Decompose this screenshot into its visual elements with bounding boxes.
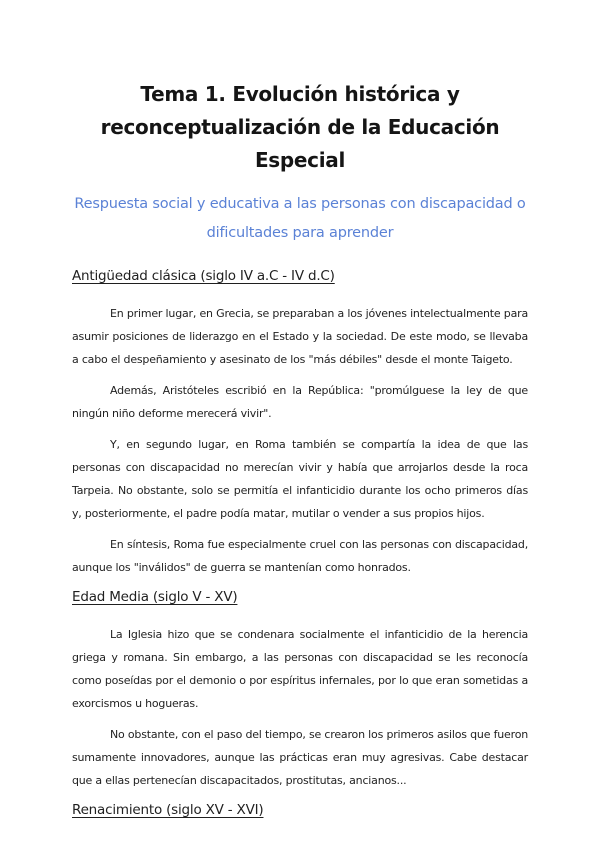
paragraph: Y, en segundo lugar, en Roma también se compartía la idea de que las personas con discapacidad no merecían vivir y había que arrojarlos desde la roca Tarpeia. No obstante, solo se permitía el infanticidio durante los ocho primeros días y, posteriormente, el padre podía matar, mutilar o vender a sus propios hijos. <box>72 438 528 520</box>
section-heading: Antigüedad clásica (siglo IV a.C - IV d.C) <box>72 268 335 284</box>
document-title: Tema 1. Evolución histórica y reconceptualización de la Educación Especial <box>100 82 500 172</box>
paragraph: Además, Aristóteles escribió en la República: "promúlguese la ley de que ningún niño deforme merecerá vivir". <box>72 384 528 420</box>
section-heading: Edad Media (siglo V - XV) <box>72 589 238 605</box>
section-edad-media <box>72 587 528 792</box>
section-antiguedad <box>72 266 528 579</box>
paragraph: La Iglesia hizo que se condenara socialmente el infanticidio de la herencia griega y romana. Sin embargo, a las personas con discapacidad se les reconocía como poseídas por el demonio o por espíritus infernales, por lo que eran sometidas a exorcismos u hogueras. <box>72 628 528 710</box>
section-renacimiento <box>72 800 528 820</box>
paragraph: En síntesis, Roma fue especialmente cruel con las personas con discapacidad, aunque los "inválidos" de guerra se mantenían como honrados. <box>72 538 528 574</box>
paragraph: No obstante, con el paso del tiempo, se crearon los primeros asilos que fueron sumamente innovadores, aunque las prácticas eran muy agresivas. Cabe destacar que a ellas pertenecían discapacitados, prostitutas, ancianos... <box>72 728 528 787</box>
section-heading: Renacimiento (siglo XV - XVI) <box>72 802 264 818</box>
document-subtitle: Respuesta social y educativa a las personas con discapacidad o dificultades para aprender <box>74 196 526 241</box>
paragraph: En primer lugar, en Grecia, se preparaban a los jóvenes intelectualmente para asumir posiciones de liderazgo en el Estado y la sociedad. De este modo, se llevaba a cabo el despeñamiento y asesinato de los "más débiles" desde el monte Taigeto. <box>72 307 528 366</box>
